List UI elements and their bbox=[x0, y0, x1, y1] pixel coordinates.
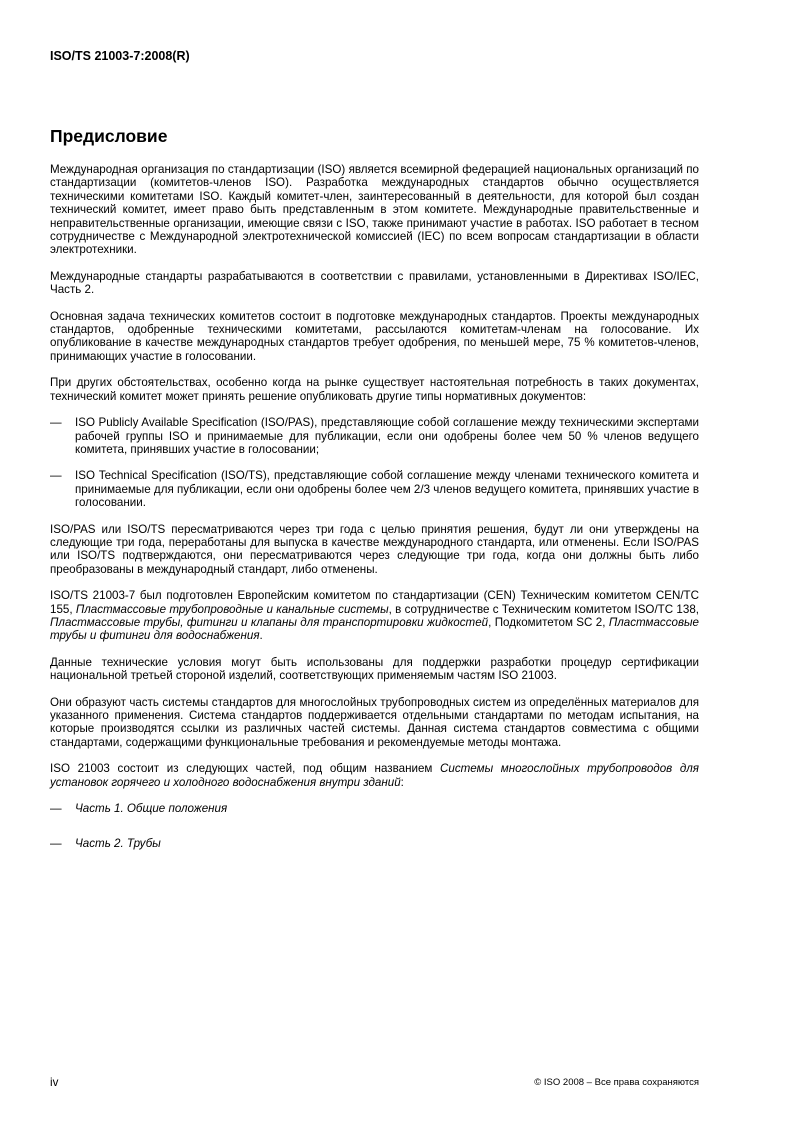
document-body bbox=[50, 163, 699, 873]
list-item-part-2 bbox=[50, 837, 699, 850]
paragraph-directives: Международные стандарты разрабатываются в соответствии с правилами, установленными в Директивах ISO/IEC, Часть 2. bbox=[50, 269, 699, 297]
document-id-header: ISO/TS 21003-7:2008(R) bbox=[50, 49, 190, 63]
dash-bullet: — bbox=[50, 416, 62, 430]
text-run: : bbox=[400, 775, 404, 789]
paragraph-system-standards: Они образуют часть системы стандартов для многослойных трубопроводных систем из определённых материалов для указанного применения. Система стандартов поддерживается отдельными стандартами по методам испытания, на которые производятся ссылки из различных частей системы. Данная система стандартов совместима с общими стандартами, содержащими функциональные требования и рекомендуемые методы монтажа. bbox=[50, 695, 699, 749]
text-run: , в сотрудничестве с Техническим комитетом ISO/TC 138, bbox=[388, 602, 699, 616]
list-item-text: ISO Technical Specification (ISO/TS), представляющие собой соглашение между членами технического комитета и принимаемые для публикации, если они одобрены более чем 2/3 членов ведущего комитета, принявших участие в голосовании. bbox=[75, 469, 699, 510]
paragraph-preparation bbox=[50, 589, 699, 643]
page-title: Предисловие bbox=[50, 126, 168, 146]
series-title: Системы многослойных трубопроводов для установок горячего и холодного водоснабжения внутри зданий bbox=[50, 762, 699, 789]
dash-bullet: — bbox=[50, 802, 62, 816]
text-run: . bbox=[259, 629, 263, 643]
committee-title-tc138: Пластмассовые трубы, фитинги и клапаны для транспортировки жидкостей bbox=[50, 615, 489, 629]
text-run: ISO/TS 21003-7 был подготовлен Европейским комитетом по стандартизации (CEN) Техническим комитетом CEN/TC 155, bbox=[50, 589, 699, 616]
text-run: ISO 21003 состоит из следующих частей, под общим названием bbox=[50, 762, 441, 776]
committee-title-tc155: Пластмассовые трубопроводные и канальные системы bbox=[75, 602, 389, 616]
dash-bullet: — bbox=[50, 469, 62, 483]
paragraph-committees: Основная задача технических комитетов состоит в подготовке международных стандартов. Проекты международных стандартов, одобренные техническими комитетами, рассылаются комитетам-членам на голосование. Их опубликование в качестве международных стандартов требует одобрения, по меньшей мере, 75 % комитетов-членов, принимающих участие в голосовании. bbox=[50, 309, 699, 363]
list-item-iso-pas bbox=[50, 416, 699, 456]
list-item-text: ISO Publicly Available Specification (ISO/PAS), представляющие собой соглашение между техническими экспертами рабочей группы ISO и принимаемые для публикации, если они одобрены более чем 50 % членов ведущего комитета, принявших участие в голосовании; bbox=[75, 416, 699, 456]
paragraph-certification: Данные технические условия могут быть использованы для поддержки разработки процедур сертификации национальной третьей стороной изделий, соответствующих применяемым частям ISO 21003. bbox=[50, 655, 699, 683]
list-item-iso-ts bbox=[50, 469, 699, 509]
list-item-part-1 bbox=[50, 802, 699, 815]
paragraph-parts-intro bbox=[50, 762, 699, 789]
part-title: Часть 2. Трубы bbox=[75, 837, 161, 851]
copyright-notice: © ISO 2008 – Все права сохраняются bbox=[534, 1077, 699, 1088]
dash-bullet: — bbox=[50, 837, 62, 851]
subcommittee-title-sc2: Пластмассовые трубы и фитинги для водоснабжения bbox=[50, 615, 700, 643]
text-run: , Подкомитетом SC 2, bbox=[488, 615, 609, 629]
part-title: Часть 1. Общие положения bbox=[75, 802, 228, 816]
paragraph-iso-intro: Международная организация по стандартизации (ISO) является всемирной федерацией национальных организаций по стандартизации (комитетов-членов ISO). Разработка международных стандартов обычно осуществляется техническими комитетами ISO. Каждый комитет-член, заинтересованный в деятельности, для которой был создан технический комитет, имеет право быть представленным в этом комитете. Международные правительственные и неправительственные организации, имеющие связи с ISO, также принимают участие в работах. ISO работает в тесном сотрудничестве с Международной электротехнической комиссией (IEC) по всем вопросам стандартизации в области электротехники. bbox=[50, 163, 699, 257]
paragraph-review: ISO/PAS или ISO/TS пересматриваются через три года с целью принятия решения, будут ли они утверждены на следующие три года, переработаны для выпуска в качестве международного стандарта, или отменены. Если ISO/PAS или ISO/TS подтверждаются, они пересматриваются через следующие три года, когда они должны быть либо преобразованы в международный стандарт, либо отменены. bbox=[50, 522, 699, 576]
page-number: iv bbox=[50, 1076, 59, 1089]
paragraph-other-documents: При других обстоятельствах, особенно когда на рынке существует настоятельная потребность в таких документах, технический комитет может принять решение опубликовать другие типы нормативных документов: bbox=[50, 376, 699, 403]
